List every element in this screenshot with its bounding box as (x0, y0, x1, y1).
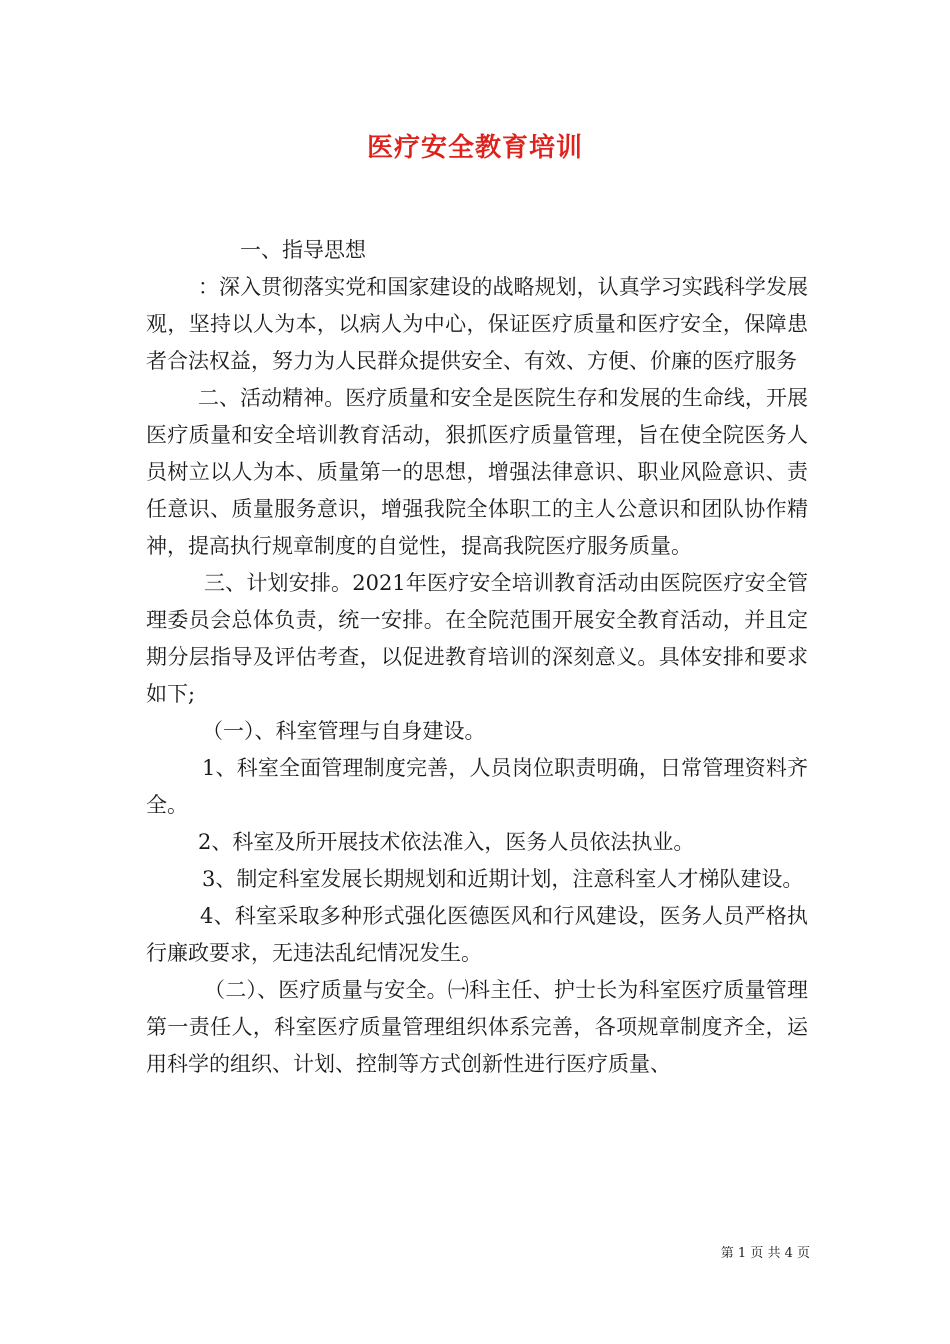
paragraph: （二）、医疗质量与安全。㈠科主任、护士长为科室医疗质量管理第一责任人，科室医疗质量管理组织体系完善，各项规章制度齐全，运用科学的组织、计划、控制等方式创新性进行医疗质量、 (146, 978, 808, 1076)
paragraph: 2、科室及所开展技术依法准入，医务人员依法执业。 (198, 830, 695, 854)
document-title: 医疗安全教育培训 (366, 133, 583, 163)
paragraph: 1、科室全面管理制度完善，人员岗位职责明确，日常管理资料齐全。 (146, 756, 808, 817)
paragraph: （一）、科室管理与自身建设。 (202, 719, 486, 743)
paragraph: ：深入贯彻落实党和国家建设的战略规划，认真学习实践科学发展观，坚持以人为本，以病人为中心，保证医疗质量和医疗安全，保障患者合法权益，努力为人民群众提供安全、有效、方便、价廉的医疗服务 (146, 275, 808, 373)
paragraph: 4、科室采取多种形式强化医德医风和行风建设，医务人员严格执行廉政要求，无违法乱纪情况发生。 (146, 904, 808, 965)
paragraph: 3、制定科室发展长期规划和近期计划，注意科室人才梯队建设。 (202, 867, 804, 891)
paragraph: 一、指导思想 (240, 238, 366, 262)
page-number: 第 1 页 共 4 页 (720, 1246, 810, 1261)
document-body (146, 232, 808, 1083)
paragraph: 三、计划安排。2021年医疗安全培训教育活动由医院医疗安全管理委员会总体负责，统一安排。在全院范围开展安全教育活动，并且定期分层指导及评估考查，以促进教育培训的深刻意义。具体安排和要求如下; (146, 571, 808, 706)
paragraph: 二、活动精神。医疗质量和安全是医院生存和发展的生命线，开展医疗质量和安全培训教育活动，狠抓医疗质量管理，旨在使全院医务人员树立以人为本、质量第一的思想，增强法律意识、职业风险意识、责任意识、质量服务意识，增强我院全体职工的主人公意识和团队协作精神，提高执行规章制度的自觉性，提高我院医疗服务质量。 (146, 386, 808, 558)
